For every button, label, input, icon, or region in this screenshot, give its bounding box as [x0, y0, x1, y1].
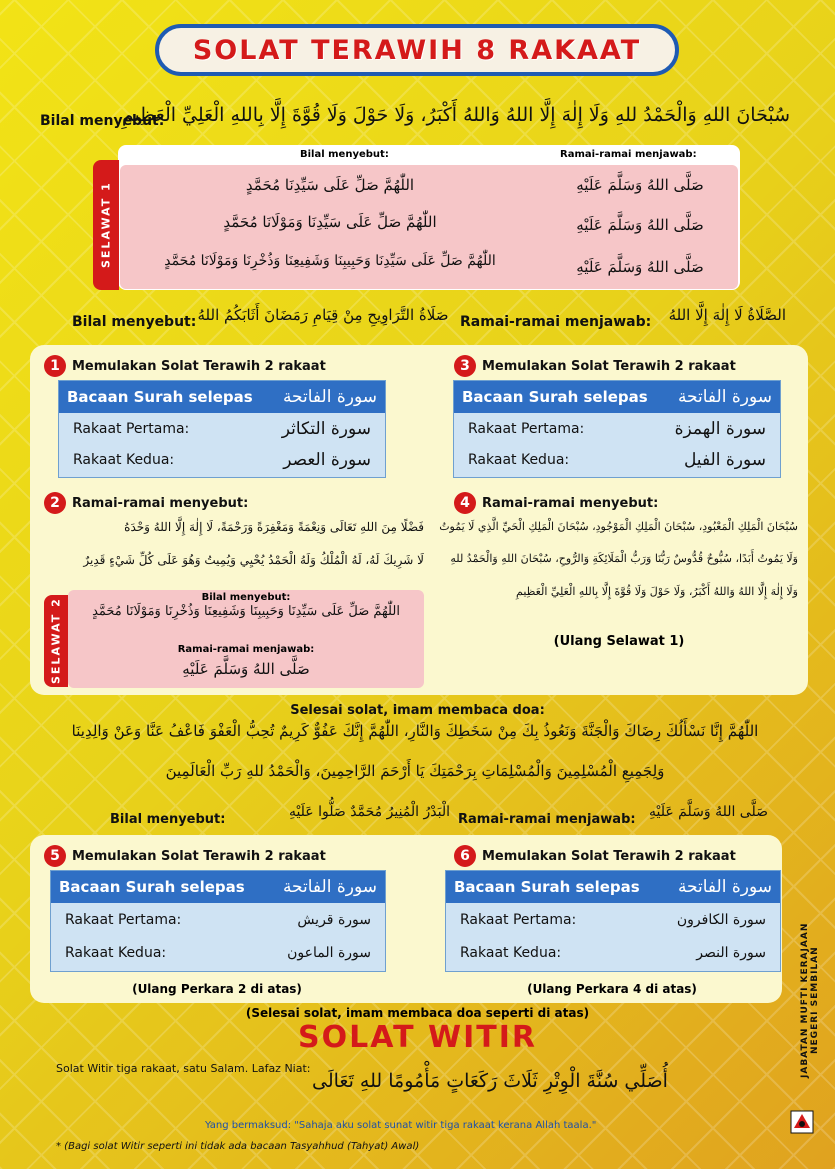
section3-heading: Memulakan Solat Terawih 2 rakaat	[482, 358, 736, 374]
doa-arabic-2: وَلِجَمِيعِ الْمُسْلِمِينَ وَالْمُسْلِمَاتِ بِرَحْمَتِكَ يَا أَرْحَمَ الرَّاحِمِينَ، وَالْحَمْدُ للهِ رَبِّ الْعَالَمِينَ	[165, 762, 665, 780]
section1-r1-label: Rakaat Pertama:	[73, 421, 190, 437]
section1-box-arabic: سورة الفاتحة	[282, 387, 377, 407]
selawat2-bilal-arabic: اللّٰهُمَّ صَلِّ عَلَى سَيِّدِنَا وَحَبِيبِنَا وَشَفِيعِنَا وَذُخْرِنَا وَمَوْلَانَا مُحَمَّدٍ	[92, 604, 400, 619]
section6-r1-label: Rakaat Pertama:	[460, 912, 577, 928]
section1-heading: Memulakan Solat Terawih 2 rakaat	[72, 358, 326, 374]
call-jawab-arabic: الصَّلَاةُ لَا إِلٰهَ إِلَّا اللهُ	[668, 306, 786, 324]
section3-surah-box	[453, 380, 781, 478]
selawat1-left-header: Bilal menyebut:	[300, 149, 389, 160]
publisher-logo-icon	[790, 1110, 814, 1134]
title-banner	[155, 24, 679, 76]
section5-row2	[51, 937, 385, 969]
section1-r1-surah: سورة التكاثر	[281, 419, 371, 439]
section5-box-arabic: سورة الفاتحة	[282, 877, 377, 897]
section5-surah-box	[50, 870, 386, 972]
section6-r2-surah: سورة النصر	[696, 945, 766, 961]
section2-arabic-1: فَضْلًا مِنَ اللهِ تَعَالَى وَنِعْمَةً وَمَغْفِرَةً وَرَحْمَةً، لَا إِلٰهَ إِلَّا اللهُ وَحْدَهُ	[124, 520, 424, 534]
intro-arabic: سُبْحَانَ اللهِ وَالْحَمْدُ للهِ وَلَا إِلٰهَ إِلَّا اللهُ وَاللهُ أَكْبَرُ، وَلَا حَوْلَ وَلَا قُوَّةَ إِلَّا بِاللهِ الْعَلِيِّ الْعَظِيمِ	[121, 104, 790, 126]
selawat1-jawab-3: صَلَّى اللهُ وَسَلَّمَ عَلَيْهِ	[576, 258, 704, 276]
section5-row1	[51, 903, 385, 937]
selawat2-jawab-label: Ramai-ramai menjawab:	[177, 644, 315, 655]
publisher-text: JABATAN MUFTI KERAJAAN NEGERI SEMBILAN	[800, 922, 820, 1078]
call2-bilal-arabic: الْبَدْرُ الْمُنِيرُ مُحَمَّدٌ صَلُّوا عَلَيْهِ	[288, 804, 450, 820]
section3-r1-surah: سورة الهمزة	[674, 419, 766, 439]
section2-arabic-2: لَا شَرِيكَ لَهُ، لَهُ الْمُلْكُ وَلَهُ الْحَمْدُ يُحْيِي وَيُمِيتُ وَهُوَ عَلَى كُلِّ شَيْءٍ قَدِيرٌ	[83, 553, 424, 567]
section4-arabic-1: سُبْحَانَ الْمَلِكِ الْمَعْبُودِ، سُبْحَانَ الْمَلِكِ الْمَوْجُودِ، سُبْحَانَ الْمَلِكِ الْحَيِّ الَّذِي لَا يَمُوتُ	[439, 520, 798, 533]
section6-box-title: Bacaan Surah selepas	[454, 878, 640, 896]
call-jawab-label: Ramai-ramai menjawab:	[460, 314, 652, 330]
section5-heading: Memulakan Solat Terawih 2 rakaat	[72, 848, 326, 864]
section3-step	[454, 355, 736, 377]
section6-surah-box	[445, 870, 781, 972]
section5-r1-surah: سورة قريش	[297, 912, 371, 928]
section5-r1-label: Rakaat Pertama:	[65, 912, 182, 928]
section4-arabic-3: وَلَا إِلٰهَ إِلَّا اللهُ وَاللهُ أَكْبَرُ، وَلَا حَوْلَ وَلَا قُوَّةَ إِلَّا بِاللهِ الْعَلِيِّ الْعَظِيمِ	[516, 585, 798, 598]
selawat1-bilal-3: اللّٰهُمَّ صَلِّ عَلَى سَيِّدِنَا وَحَبِيبِنَا وَشَفِيعِنَا وَذُخْرِنَا وَمَوْلَانَا مُحَمَّدٍ	[164, 253, 496, 269]
section6-heading: Memulakan Solat Terawih 2 rakaat	[482, 848, 736, 864]
selawat1-jawab-1: صَلَّى اللهُ وَسَلَّمَ عَلَيْهِ	[576, 176, 704, 194]
section6-row2	[446, 937, 780, 969]
section6-step	[454, 845, 736, 867]
section6-box-arabic: سورة الفاتحة	[677, 877, 772, 897]
selawat1-jawab-2: صَلَّى اللهُ وَسَلَّمَ عَلَيْهِ	[576, 216, 704, 234]
witir-title: SOLAT WITIR	[297, 1020, 537, 1055]
section5-step	[44, 845, 326, 867]
selawat1-bilal-1: اللّٰهُمَّ صَلِّ عَلَى سَيِّدِنَا مُحَمَّدٍ	[245, 176, 415, 194]
after-note: (Selesai solat, imam membaca doa seperti di atas)	[245, 1006, 590, 1020]
section6-note: (Ulang Perkara 4 di atas)	[527, 982, 697, 996]
section6-r2-label: Rakaat Kedua:	[460, 945, 562, 961]
call2-bilal-label: Bilal menyebut:	[110, 812, 226, 827]
section4-step	[454, 492, 658, 514]
section5-note: (Ulang Perkara 2 di atas)	[132, 982, 302, 996]
section5-number: 5	[44, 845, 66, 867]
section3-box-header	[454, 381, 780, 413]
call2-jawab-arabic: صَلَّى اللهُ وَسَلَّمَ عَلَيْهِ	[649, 804, 768, 820]
section3-row2	[454, 445, 780, 475]
witir-meaning: Yang bermaksud: "Sahaja aku solat sunat witir tiga rakaat kerana Allah taala."	[205, 1120, 597, 1131]
selawat2-bilal-label: Bilal menyebut:	[201, 592, 291, 603]
section1-step	[44, 355, 326, 377]
selawat2-tab: SELAWAT 2	[44, 595, 68, 687]
section2-step	[44, 492, 248, 514]
section2-heading: Ramai-ramai menyebut:	[72, 495, 249, 511]
section1-r2-surah: سورة العصر	[283, 450, 371, 470]
page-title: SOLAT TERAWIH 8 RAKAAT	[192, 34, 642, 66]
section3-r2-label: Rakaat Kedua:	[468, 452, 570, 468]
selawat1-bilal-2: اللّٰهُمَّ صَلِّ عَلَى سَيِّدِنَا وَمَوْلَانَا مُحَمَّدٍ	[223, 213, 437, 231]
doa-label: Selesai solat, imam membaca doa:	[290, 703, 545, 718]
selawat2-jawab-arabic: صَلَّى اللهُ وَسَلَّمَ عَلَيْهِ	[182, 660, 310, 678]
section3-box-title: Bacaan Surah selepas	[462, 388, 648, 406]
section6-r1-surah: سورة الكافرون	[676, 912, 766, 928]
section3-number: 3	[454, 355, 476, 377]
section2-number: 2	[44, 492, 66, 514]
call-bilal-label: Bilal menyebut:	[72, 314, 197, 330]
section6-box-header	[446, 871, 780, 903]
section1-row1	[59, 413, 385, 445]
section1-r2-label: Rakaat Kedua:	[73, 452, 175, 468]
section1-surah-box	[58, 380, 386, 478]
witir-arabic: أُصَلِّي سُنَّةَ الْوِتْرِ ثَلَاثَ رَكَعَاتٍ مَأْمُومًا للهِ تَعَالَى	[312, 1070, 668, 1092]
section1-number: 1	[44, 355, 66, 377]
witir-footnote: * (Bagi solat Witir seperti ini tidak ada bacaan Tasyahhud (Tahyat) Awal)	[56, 1141, 420, 1152]
section4-note: (Ulang Selawat 1)	[553, 634, 685, 649]
section4-heading: Ramai-ramai menyebut:	[482, 495, 659, 511]
section3-r2-surah: سورة الفيل	[683, 450, 766, 470]
section6-number: 6	[454, 845, 476, 867]
section5-box-title: Bacaan Surah selepas	[59, 878, 245, 896]
witir-intro: Solat Witir tiga rakaat, satu Salam. Lafaz Niat:	[56, 1062, 311, 1075]
section3-row1	[454, 413, 780, 445]
section5-box-header	[51, 871, 385, 903]
section1-row2	[59, 445, 385, 475]
section3-r1-label: Rakaat Pertama:	[468, 421, 585, 437]
section6-row1	[446, 903, 780, 937]
section4-arabic-2: وَلَا يَمُوتُ أَبَدًا، سُبُّوحٌ قُدُّوسٌ رَبُّنَا وَرَبُّ الْمَلَائِكَةِ وَالرُّوحِ، سُبْحَانَ اللهِ وَالْحَمْدُ للهِ	[450, 552, 798, 565]
selawat1-right-header: Ramai-ramai menjawab:	[560, 149, 697, 160]
call-bilal-arabic: صَلَاةُ التَّرَاوِيحِ مِنْ قِيَامِ رَمَضَانَ أَثَابَكُمُ اللهُ	[197, 306, 449, 324]
section3-box-arabic: سورة الفاتحة	[677, 387, 772, 407]
section5-r2-surah: سورة الماعون	[287, 945, 371, 961]
section4-number: 4	[454, 492, 476, 514]
doa-arabic-1: اللّٰهُمَّ إِنَّا نَسْأَلُكَ رِضَاكَ وَالْجَنَّةَ وَنَعُوذُ بِكَ مِنْ سَخَطِكَ وَالنَّارِ، اللّٰهُمَّ إِنَّكَ عَفُوٌّ كَرِيمٌ تُحِبُّ الْعَفْوَ فَاعْفُ عَنَّا وَعَنْ وَالِدِينَا	[71, 722, 759, 740]
intro-label: Bilal menyebut:	[40, 113, 165, 129]
section5-r2-label: Rakaat Kedua:	[65, 945, 167, 961]
section1-box-title: Bacaan Surah selepas	[67, 388, 253, 406]
selawat1-tab: SELAWAT 1	[93, 160, 119, 290]
call2-jawab-label: Ramai-ramai menjawab:	[458, 812, 636, 827]
section1-box-header	[59, 381, 385, 413]
